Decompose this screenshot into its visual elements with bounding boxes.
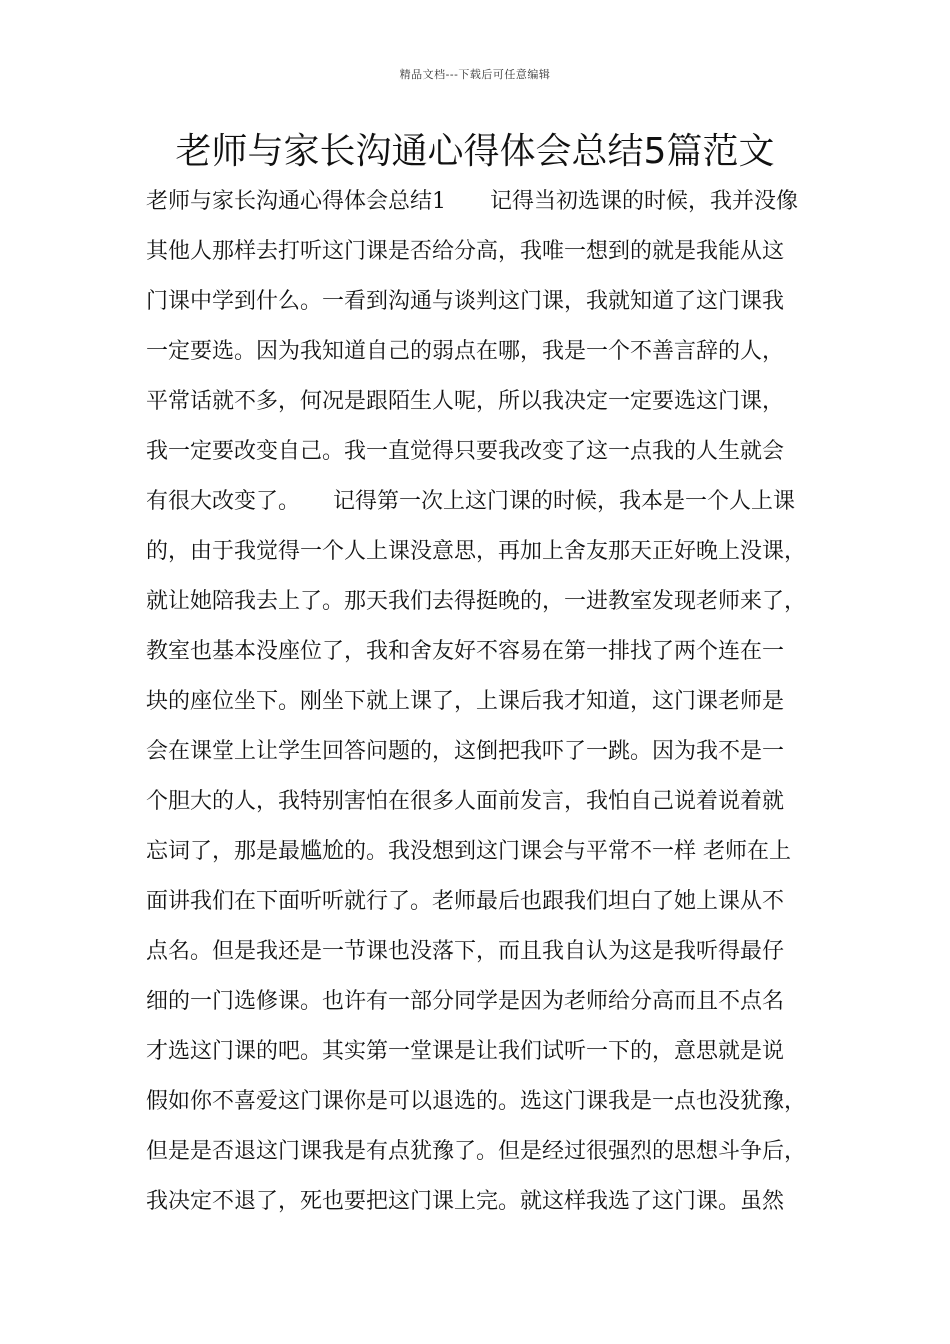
body-line: 就让她陪我去上了。那天我们去得挺晚的，一进教室发现老师来了， [146,589,807,614]
body-line: 一定要选。因为我知道自己的弱点在哪，我是一个不善言辞的人， [146,339,785,364]
body-line: 忘词了，那是最尴尬的。我没想到这门课会与平常不一样 老师在上 [146,839,791,864]
document-body [146,178,824,1228]
page-header-note: 精品文档---下载后可任意编辑 [399,68,551,81]
body-line: 但是是否退这门课我是有点犹豫了。但是经过很强烈的思想斗争后， [146,1139,807,1164]
body-line: 才选这门课的吧。其实第一堂课是让我们试听一下的，意思就是说 [146,1039,785,1064]
body-line: 平常话就不多，何况是跟陌生人呢，所以我决定一定要选这门课， [146,389,785,414]
body-line: 的，由于我觉得一个人上课没意思，再加上舍友那天正好晚上没课， [146,539,807,564]
body-line: 我决定不退了，死也要把这门课上完。就这样我选了这门课。虽然 [146,1189,785,1214]
body-line: 假如你不喜爱这门课你是可以退选的。选这门课我是一点也没犹豫， [146,1089,807,1114]
body-line: 其他人那样去打听这门课是否给分高，我唯一想到的就是我能从这 [146,239,785,264]
body-line: 块的座位坐下。刚坐下就上课了，上课后我才知道，这门课老师是 [146,689,785,714]
body-line: 教室也基本没座位了，我和舍友好不容易在第一排找了两个连在一 [146,639,785,664]
body-line: 细的一门选修课。也许有一部分同学是因为老师给分高而且不点名 [146,989,785,1014]
body-line: 老师与家长沟通心得体会总结1 记得当初选课的时候，我并没像 [146,189,798,214]
body-line: 点名。但是我还是一节课也没落下，而且我自认为这是我听得最仔 [146,939,785,964]
body-line: 门课中学到什么。一看到沟通与谈判这门课，我就知道了这门课我 [146,289,785,314]
body-line: 会在课堂上让学生回答问题的，这倒把我吓了一跳。因为我不是一 [146,739,785,764]
body-line: 面讲我们在下面听听就行了。老师最后也跟我们坦白了她上课从不 [146,889,785,914]
body-line: 有很大改变了。 记得第一次上这门课的时候，我本是一个人上课 [146,489,796,514]
body-line: 我一定要改变自己。我一直觉得只要我改变了这一点我的人生就会 [146,439,785,464]
document-title: 老师与家长沟通心得体会总结5篇范文 [175,131,775,172]
body-line: 个胆大的人，我特别害怕在很多人面前发言，我怕自己说着说着就 [146,789,785,814]
